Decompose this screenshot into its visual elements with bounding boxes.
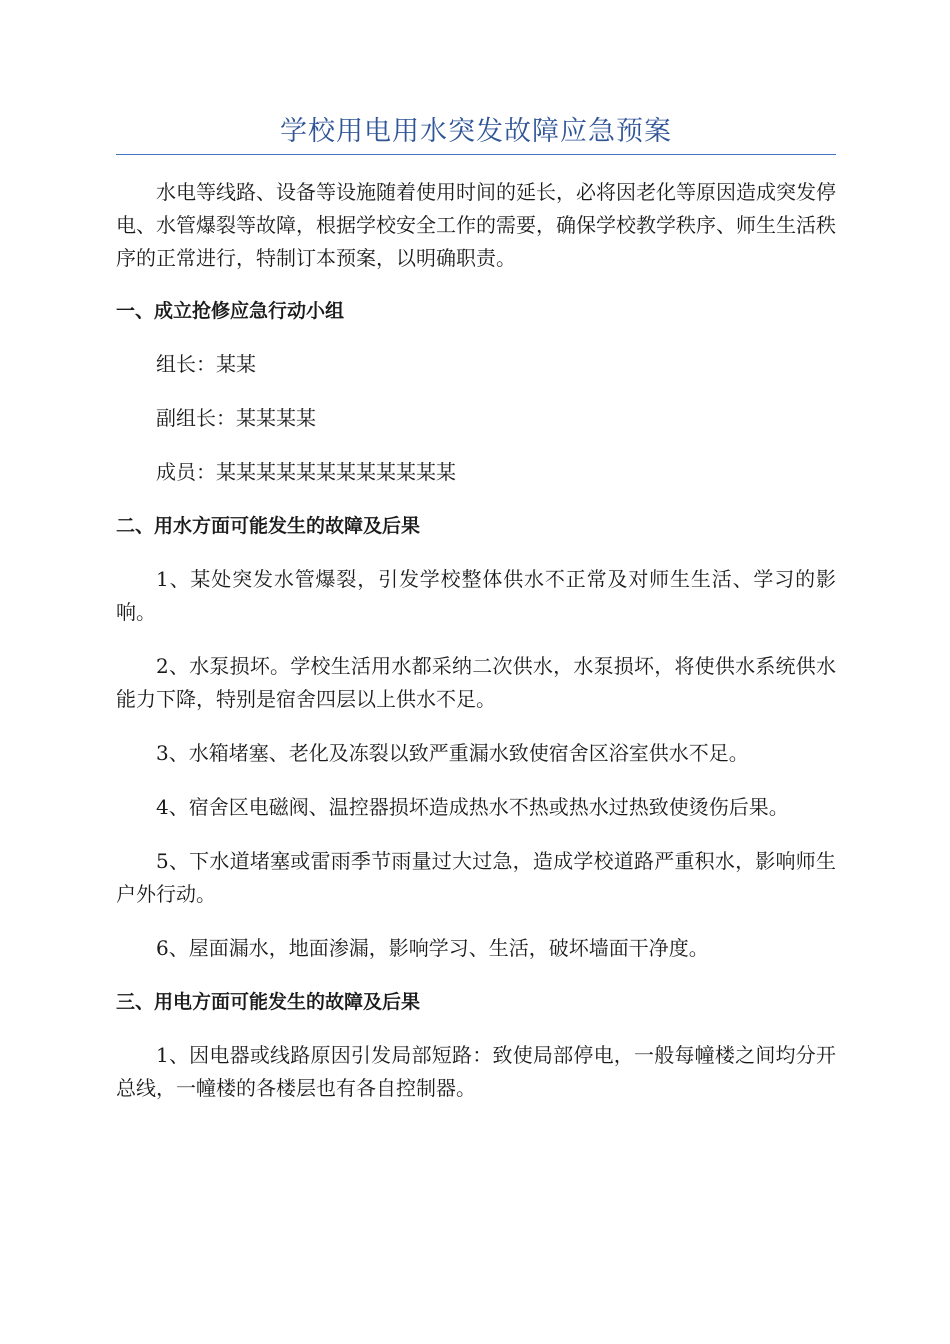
water-fault-item: 1、某处突发水管爆裂，引发学校整体供水不正常及对师生生活、学习的影响。 bbox=[116, 567, 836, 624]
team-members: 成员：某某某某某某某某某某某某 bbox=[156, 460, 456, 484]
section-heading-1: 一、成立抢修应急行动小组 bbox=[116, 300, 345, 322]
water-fault-item: 3、水箱堵塞、老化及冻裂以致严重漏水致使宿舍区浴室供水不足。 bbox=[156, 741, 749, 765]
title-divider bbox=[116, 154, 836, 155]
water-fault-item: 6、屋面漏水，地面渗漏，影响学习、生活，破坏墙面干净度。 bbox=[156, 936, 709, 960]
document-body bbox=[116, 176, 836, 1126]
section-heading-3: 三、用电方面可能发生的故障及后果 bbox=[116, 991, 421, 1013]
water-fault-item: 5、下水道堵塞或雷雨季节雨量过大过急，造成学校道路严重积水，影响师生户外行动。 bbox=[116, 849, 836, 906]
power-fault-item: 1、因电器或线路原因引发局部短路：致使局部停电，一般每幢楼之间均分开总线，一幢楼的各楼层也有各自控制器。 bbox=[116, 1043, 836, 1100]
intro-paragraph: 水电等线路、设备等设施随着使用时间的延长，必将因老化等原因造成突发停电、水管爆裂等故障，根据学校安全工作的需要，确保学校教学秩序、师生生活秩序的正常进行，特制订本预案，以明确职责。 bbox=[116, 180, 836, 270]
team-deputy-leader: 副组长：某某某某 bbox=[156, 406, 316, 430]
team-leader: 组长：某某 bbox=[156, 352, 256, 376]
document-title: 学校用电用水突发故障应急预案 bbox=[280, 116, 672, 147]
water-fault-item: 2、水泵损坏。学校生活用水都采纳二次供水，水泵损坏，将使供水系统供水能力下降，特别是宿舍四层以上供水不足。 bbox=[116, 654, 836, 711]
water-fault-item: 4、宿舍区电磁阀、温控器损坏造成热水不热或热水过热致使烫伤后果。 bbox=[156, 795, 789, 819]
section-heading-2: 二、用水方面可能发生的故障及后果 bbox=[116, 515, 421, 537]
